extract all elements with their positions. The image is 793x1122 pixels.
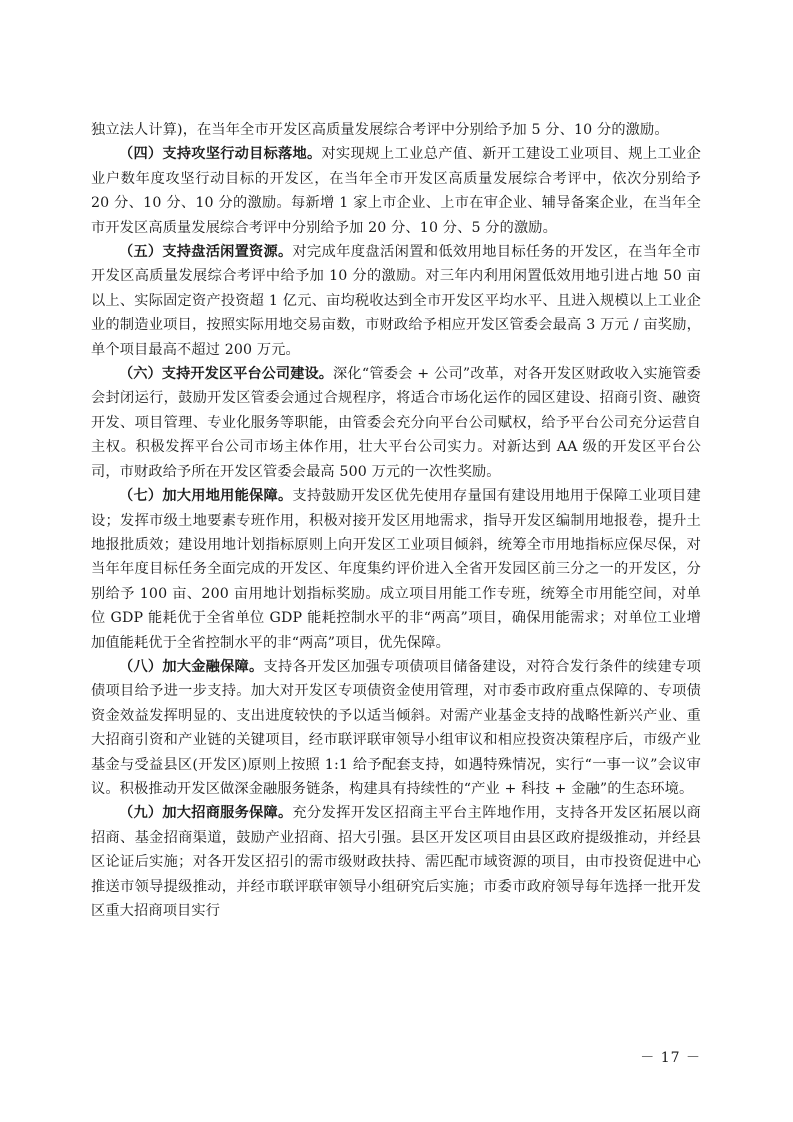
- paragraph-section-5: [91, 240, 701, 362]
- paragraph-section-6: [91, 362, 701, 484]
- page-number: － 17 －: [640, 1050, 701, 1066]
- section-heading: （四）支持攻坚行动目标落地。: [119, 146, 322, 163]
- section-heading: （九）加大招商服务保障。: [119, 805, 293, 822]
- paragraph-section-7: [91, 484, 701, 655]
- document-body: [91, 118, 701, 923]
- paragraph-text: 独立法人计算)，在当年全市开发区高质量发展综合考评中分别给予加 5 分、10 分的激励。: [91, 122, 669, 138]
- paragraph-text: 支持鼓励开发区优先使用存量国有建设用地用于保障工业项目建设；发挥市级土地要素专班作用，积极对接开发区用地需求，指导开发区编制用地报卷，提升土地报批质效；建设用地计划指标原则上向开发区工业项目倾斜，统筹全市用地指标应保尽保，对当年年度目标任务全面完成的开发区、年度集约评价进入全省开发园区前三分之一的开发区，分别给予 100 亩、200 亩用地计划指标奖励。成立项目用能工作专班，统筹全市用能空间，对单位 GDP 能耗优于全省单位 GDP 能耗控制水平的非“两高”项目，确保用能需求；对单位工业增加值能耗优于全省控制水平的非“两高”项目，优先保障。: [91, 488, 701, 651]
- paragraph-section-4: [91, 142, 701, 240]
- section-heading: （五）支持盘活闲置资源。: [119, 244, 293, 261]
- paragraph-text: 支持各开发区加强专项债项目储备建设，对符合发行条件的续建专项债项目给予进一步支持。加大对开发区专项债资金使用管理，对市委市政府重点保障的、专项债资金效益发挥明显的、支出进度较快的予以适当倾斜。对需产业基金支持的战略性新兴产业、重大招商引资和产业链的关键项目，经市联评联审领导小组审议和相应投资决策程序后，市级产业基金与受益县区(开发区)原则上按照 1:1 给予配套支持，如遇特殊情况，实行“一事一议”会议审议。积极推动开发区做深金融服务链条，构建具有持续性的“产业 + 科技 + 金融”的生态环境。: [91, 658, 701, 797]
- paragraph-section-8: [91, 655, 701, 801]
- section-heading: （七）加大用地用能保障。: [119, 488, 293, 505]
- paragraph-continuation: [91, 118, 701, 142]
- paragraph-text: 对完成年度盘活闲置和低效用地目标任务的开发区，在当年全市开发区高质量发展综合考评中给予加 10 分的激励。对三年内利用闲置低效用地引进占地 50 亩以上、实际固定资产投资超 1 亿元、亩均税收达到全市开发区平均水平、且进入规模以上工业企业的制造业项目，按照实际用地交易亩数，市财政给予相应开发区管委会最高 3 万元 / 亩奖励，单个项目最高不超过 200 万元。: [91, 244, 701, 358]
- paragraph-text: 对实现规上工业总产值、新开工建设工业项目、规上工业企业户数年度攻坚行动目标的开发区，在当年全市开发区高质量发展综合考评中，依次分别给予 20 分、10 分、10 分的激励。每新增 1 家上市企业、上市在审企业、辅导备案企业，在当年全市开发区高质量发展综合考评中分别给予加 20 分、10 分、5 分的激励。: [91, 146, 701, 236]
- section-heading: （八）加大金融保障。: [119, 658, 264, 675]
- section-heading: （六）支持开发区平台公司建设。: [119, 366, 333, 383]
- paragraph-section-9: [91, 801, 701, 923]
- paragraph-text: 充分发挥开发区招商主平台主阵地作用，支持各开发区拓展以商招商、基金招商渠道，鼓励产业招商、招大引强。县区开发区项目由县区政府提级推动，并经县区论证后实施；对各开发区招引的需市级财政扶持、需匹配市域资源的项目，由市投资促进中心推送市领导提级推动，并经市联评联审领导小组研究后实施；市委市政府领导每年选择一批开发区重大招商项目实行: [91, 805, 701, 919]
- paragraph-text: 深化“管委会 + 公司”改革，对各开发区财政收入实施管委会封闭运行，鼓励开发区管委会通过合规程序，将适合市场化运作的园区建设、招商引资、融资开发、项目管理、专业化服务等职能，由管委会充分向平台公司赋权，给予平台公司充分运营自主权。积极发挥平台公司市场主体作用，壮大平台公司实力。对新达到 AA 级的开发区平台公司，市财政给予所在开发区管委会最高 500 万元的一次性奖励。: [91, 366, 701, 480]
